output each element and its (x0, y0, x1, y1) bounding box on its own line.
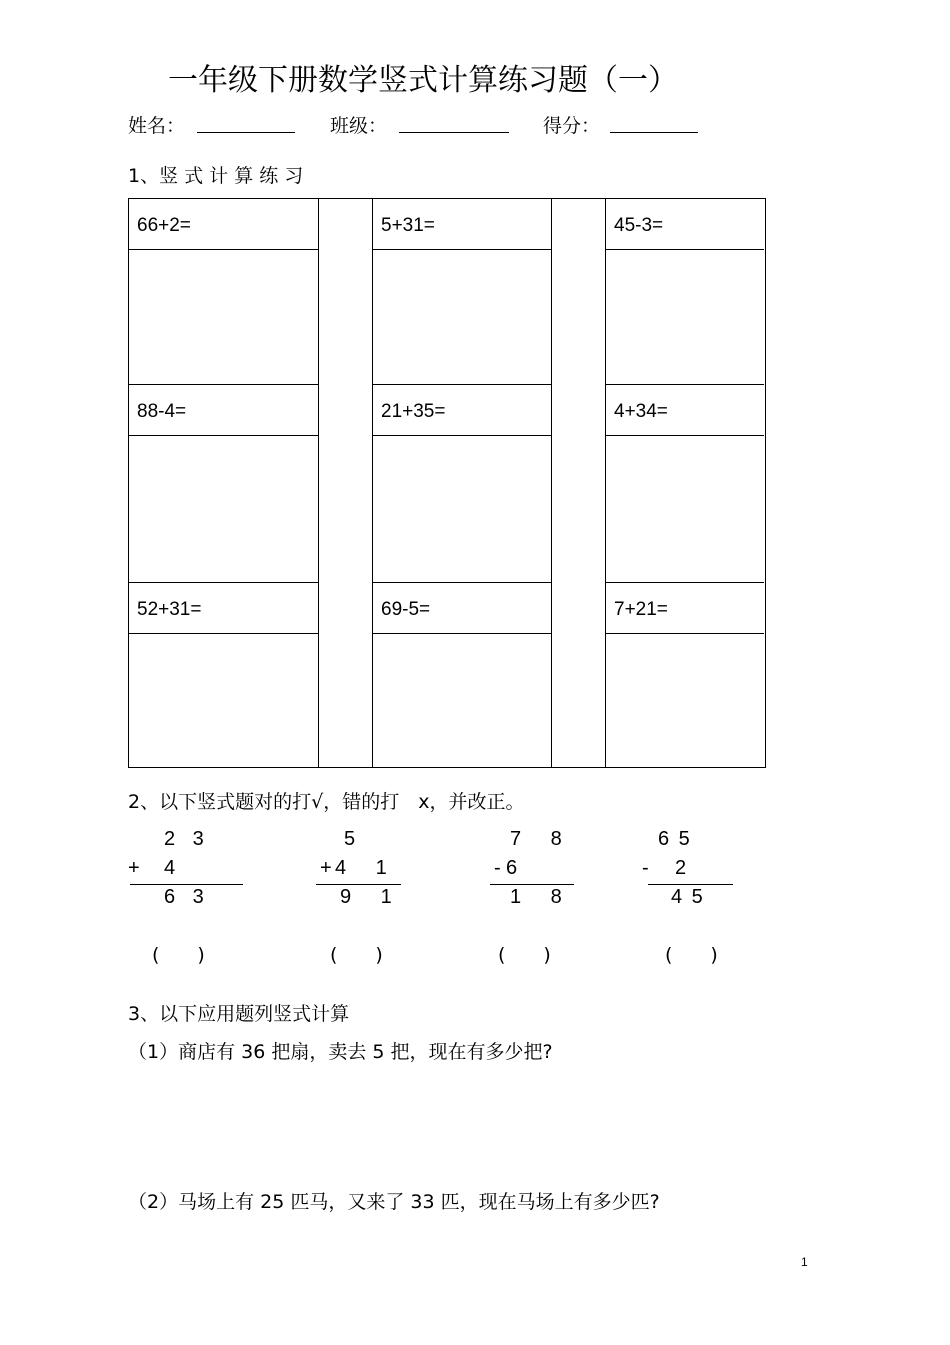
operator: - (642, 857, 649, 879)
answer-area[interactable] (373, 436, 551, 583)
problem-label: 66+2= (137, 215, 191, 236)
divider (551, 199, 552, 767)
class-blank[interactable] (399, 132, 509, 133)
result-number: 1 8 (510, 886, 574, 908)
second-number: 4 (164, 857, 176, 879)
answer-area[interactable] (373, 250, 551, 385)
page-title: 一年级下册数学竖式计算练习题（一） (168, 63, 678, 98)
second-number: 2 (675, 857, 687, 879)
top-number: 7 8 (510, 828, 574, 850)
answer-area[interactable] (129, 250, 318, 385)
problem-label: 45-3= (614, 215, 664, 236)
problem-label: 69-5= (381, 599, 431, 620)
answer-area[interactable] (129, 436, 318, 583)
answer-parentheses[interactable]: ( ) (152, 944, 205, 966)
sum-line (130, 884, 243, 885)
vertical-calc-grid (128, 198, 766, 768)
sum-line (316, 884, 401, 885)
result-number: 9 1 (340, 886, 404, 908)
section3-heading: 3、以下应用题列竖式计算 (128, 1003, 350, 1025)
answer-parentheses[interactable]: ( ) (330, 944, 383, 966)
name-blank[interactable] (197, 132, 295, 133)
answer-area-1[interactable] (128, 1070, 768, 1170)
operator: + (128, 857, 140, 879)
section1-heading: 1、竖 式 计 算 练 习 (128, 165, 304, 187)
top-number: 6 5 (658, 828, 692, 850)
problem-label: 4+34= (614, 401, 668, 422)
score-blank[interactable] (610, 132, 698, 133)
answer-area[interactable] (606, 250, 764, 385)
grid-column-3 (606, 199, 764, 767)
divider (318, 199, 319, 767)
sum-line (490, 884, 574, 885)
section2-heading: 2、以下竖式题对的打√，错的打 x，并改正。 (128, 791, 525, 813)
class-label: 班级： (330, 115, 388, 137)
page-number: 1 (801, 1255, 808, 1269)
word-problem-2: （2）马场上有 25 匹马，又来了 33 匹，现在马场上有多少匹? (128, 1191, 660, 1213)
operator: + (320, 857, 332, 879)
word-problem-1: （1）商店有 36 把扇，卖去 5 把，现在有多少把? (128, 1041, 553, 1063)
second-number: 4 1 (335, 857, 399, 879)
name-label: 姓名： (128, 115, 186, 137)
problem-label: 21+35= (381, 401, 446, 422)
operator: - (494, 857, 501, 879)
result-number: 6 3 (164, 886, 210, 908)
problem-label: 88-4= (137, 401, 187, 422)
result-number: 4 5 (671, 886, 705, 908)
top-number: 5 (344, 828, 356, 850)
score-label: 得分： (543, 115, 601, 137)
problem-label: 5+31= (381, 215, 435, 236)
grid-column-2 (373, 199, 551, 767)
second-number: 6 (506, 857, 518, 879)
answer-parentheses[interactable]: ( ) (498, 944, 551, 966)
problem-label: 7+21= (614, 599, 668, 620)
problem-label: 52+31= (137, 599, 202, 620)
grid-column-1 (129, 199, 318, 767)
sum-line (648, 884, 733, 885)
answer-area[interactable] (606, 436, 764, 583)
top-number: 2 3 (164, 828, 210, 850)
answer-parentheses[interactable]: ( ) (665, 944, 718, 966)
